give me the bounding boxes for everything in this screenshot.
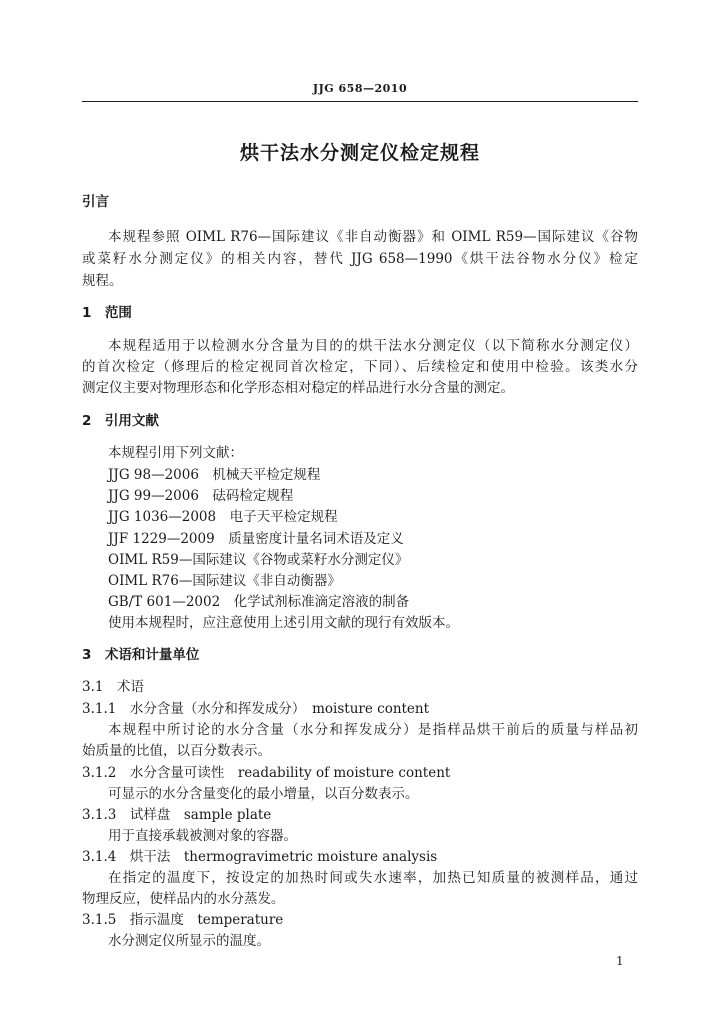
document-title: 烘干法水分测定仪检定规程 (239, 142, 480, 164)
intro-line-3: 规程。 (82, 273, 123, 289)
term-3-1-4-heading: 3.1.4 烘干法 thermogravimetric moisture analysis (82, 849, 438, 865)
term-3-1-5-line-1: 水分测定仪所显示的温度。 (108, 933, 270, 949)
term-3-1-1-line-2: 始质量的比值，以百分数表示。 (82, 743, 271, 759)
terms-subheading: 3.1 术语 (82, 679, 144, 695)
term-3-1-5-heading: 3.1.5 指示温度 temperature (82, 912, 284, 928)
reference-item: JJG 99—2006 砝码检定规程 (108, 488, 294, 504)
term-3-1-1-line-1: 本规程中所讨论的水分含量（水分和挥发成分）是指样品烘干前后的质量与样品初 (108, 722, 638, 738)
scope-line-3: 测定仪主要对物理形态和化学形态相对稳定的样品进行水分含量的测定。 (82, 380, 514, 396)
reference-item: JJG 1036—2008 电子天平检定规程 (108, 509, 338, 525)
running-head: JJG 658—2010 (312, 82, 408, 95)
reference-intro: 本规程引用下列文献： (108, 445, 243, 461)
term-3-1-1-heading: 3.1.1 水分含量（水分和挥发成分） moisture content (82, 701, 430, 717)
term-3-1-2-heading: 3.1.2 水分含量可读性 readability of moisture content (82, 765, 451, 781)
scope-heading: 1 范围 (82, 305, 132, 321)
intro-line-1: 本规程参照 OIML R76—国际建议《非自动衡器》和 OIML R59—国际建议《谷物 (108, 229, 638, 245)
reference-note: 使用本规程时，应注意使用上述引用文献的现行有效版本。 (108, 615, 459, 631)
reference-item: OIML R59—国际建议《谷物或菜籽水分测定仪》 (108, 552, 409, 568)
scope-line-2: 的首次检定（修理后的检定视同首次检定，下同）、后续检定和使用中检验。该类水分 (82, 359, 638, 375)
term-3-1-4-line-1: 在指定的温度下，按设定的加热时间或失水速率，加热已知质量的被测样品，通过 (108, 870, 638, 886)
references-heading: 2 引用文献 (82, 413, 159, 429)
page-number: 1 (616, 954, 624, 968)
scope-line-1: 本规程适用于以检测水分含量为目的的烘干法水分测定仪（以下简称水分测定仪） (108, 338, 638, 354)
term-3-1-3-heading: 3.1.3 试样盘 sample plate (82, 807, 272, 823)
intro-heading: 引言 (82, 194, 109, 210)
term-3-1-3-line-1: 用于直接承载被测对象的容器。 (108, 828, 297, 844)
term-3-1-4-line-2: 物理反应，使样品内的水分蒸发。 (82, 891, 285, 907)
reference-item: JJF 1229—2009 质量密度计量名词术语及定义 (108, 531, 404, 547)
reference-item: OIML R76—国际建议《非自动衡器》 (108, 573, 341, 589)
reference-item: GB/T 601—2002 化学试剂标准滴定溶液的制备 (108, 594, 410, 610)
header-rule (82, 101, 638, 102)
intro-line-2: 或菜籽水分测定仪》的相关内容，替代 JJG 658—1990《烘干法谷物水分仪》检定 (82, 251, 638, 267)
reference-item: JJG 98—2006 机械天平检定规程 (108, 467, 321, 483)
terms-heading: 3 术语和计量单位 (82, 647, 200, 663)
term-3-1-2-line-1: 可显示的水分含量变化的最小增量，以百分数表示。 (108, 786, 419, 802)
